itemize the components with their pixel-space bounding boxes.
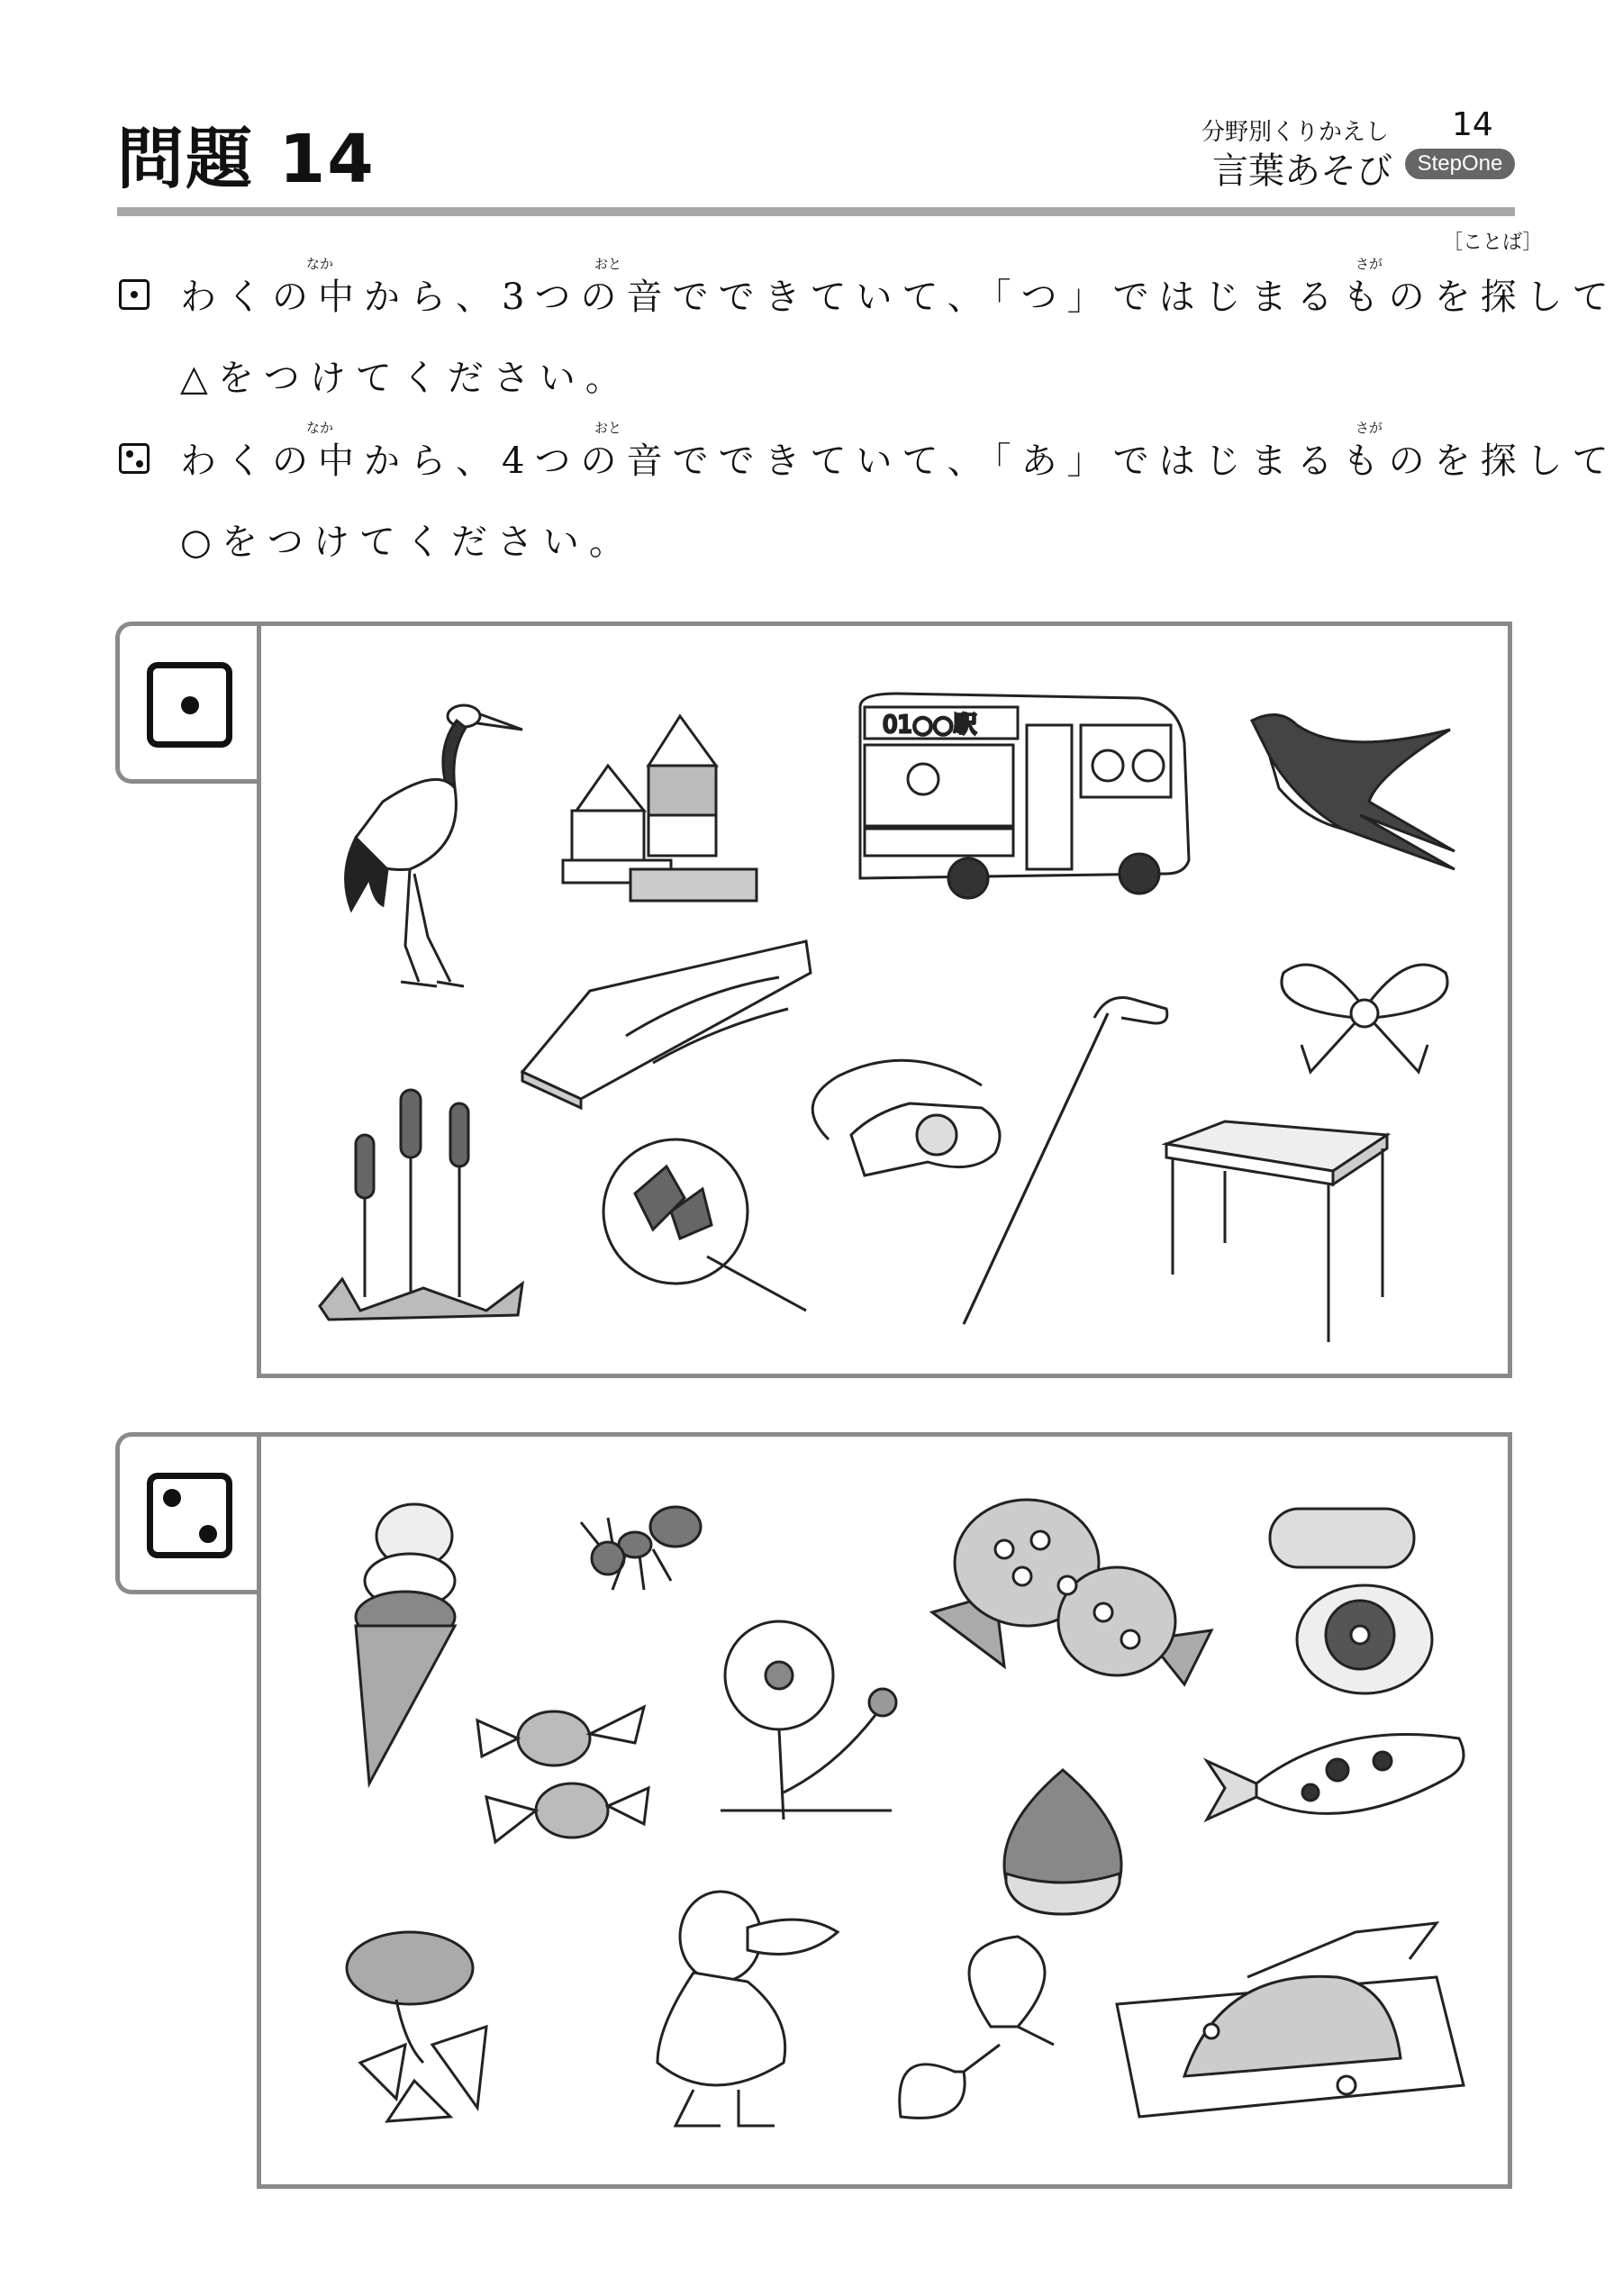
mat-picture (518, 937, 815, 1108)
crane-picture (329, 676, 527, 1000)
die-one-icon (119, 279, 150, 310)
ribbon-picture (1265, 946, 1464, 1081)
iron-picture (1112, 1905, 1473, 2121)
ruby-saga: さが (1356, 256, 1383, 272)
carp-picture (1202, 1711, 1473, 1847)
desk-picture (1162, 1117, 1396, 1351)
series-label: 分野別くりかえし (1201, 119, 1390, 146)
question-2-line-1: わくの中から、4つの音でできていて、「あ」ではじまるものを探して (180, 440, 1618, 482)
panel-2-tab (115, 1432, 259, 1594)
morning-glory-picture (342, 1928, 549, 2126)
page-number: 14 (1452, 106, 1493, 143)
ginkgo-picture (883, 1928, 1063, 2135)
problem-title: 問題 14 (117, 121, 376, 198)
ant-picture (572, 1500, 707, 1599)
ruby-naka: なか (306, 256, 334, 272)
hydrangea-picture (923, 1486, 1220, 1711)
subject-label: 言葉あそび (1212, 150, 1392, 192)
question-1-line-1: わくの中から、3つの音でできていて、「つ」ではじまるものを探して (180, 277, 1618, 318)
bus-destination-sign: 01○○駅 (883, 712, 977, 739)
ruby-oto: おと (594, 420, 622, 436)
chestnut-picture (995, 1765, 1130, 1919)
panel-1-tab (115, 622, 259, 784)
die-two-icon (119, 443, 150, 474)
building-blocks-picture (558, 712, 766, 910)
ice-cream-picture (329, 1500, 473, 1788)
header-divider (117, 207, 1515, 216)
ruby-oto: おと (594, 256, 622, 272)
question-1-line-2: △をつけてください。 (180, 358, 631, 399)
step-badge: StepOne (1405, 149, 1515, 179)
swallow-picture (1243, 703, 1459, 865)
panel-1-frame (257, 622, 1512, 1378)
ruby-naka: なか (306, 420, 334, 436)
category-label: ［ことば］ (1443, 231, 1543, 254)
horsetail-picture (315, 1081, 531, 1324)
cane-picture (946, 982, 1180, 1342)
cosmos-picture (712, 1612, 919, 1838)
lotus-root-picture (1256, 1500, 1446, 1698)
candy-picture (473, 1698, 653, 1851)
panel-2-frame (257, 1432, 1512, 2189)
ruby-saga: さが (1356, 420, 1383, 436)
die-one-icon (147, 662, 232, 748)
die-two-icon (147, 1473, 232, 1558)
question-2-line-2: ○をつけてください。 (180, 522, 635, 563)
bus-picture (842, 689, 1193, 905)
fan-picture (599, 1130, 815, 1320)
duck-picture (621, 1883, 847, 2135)
